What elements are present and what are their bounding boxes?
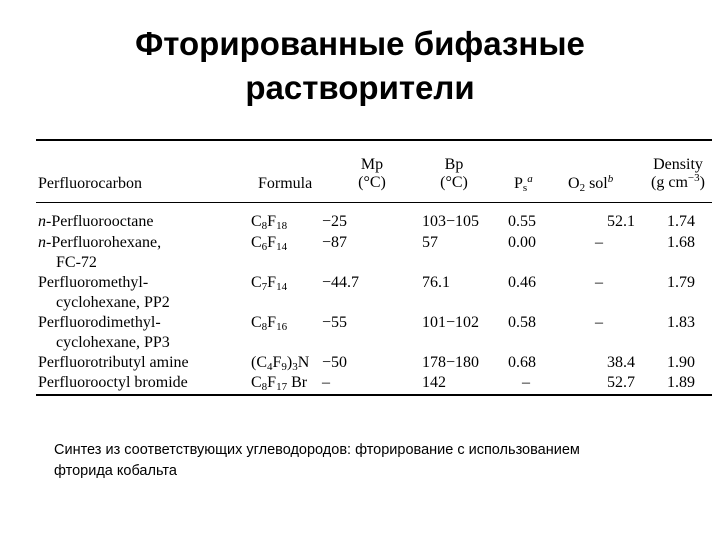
formula-cell [251,274,287,292]
formula-part: F [267,234,277,251]
formula-subscript: 7 [261,281,268,293]
header-density-label: Density [653,156,703,173]
mp-cell: −44.7 [322,274,360,291]
bp-cell: 103−105 [422,213,480,230]
o2-solubility-cell: 52.7 [607,374,635,391]
header-o2-sol [568,175,613,193]
mp-cell: −25 [322,213,348,230]
bp-cell: 142 [422,374,446,391]
formula-part: C [251,374,262,391]
perfluorocarbon-name [38,314,161,332]
name-text: Perfluoromethyl- [38,274,149,291]
header-formula: Formula [258,175,313,192]
header-ps-sub: s [522,182,528,194]
density-cell: 1.74 [667,213,695,230]
density-cell: 1.79 [667,274,695,291]
formula-subscript: 8 [261,381,268,393]
formula-subscript: 14 [276,281,288,293]
header-bp-label: Bp [444,156,464,173]
formula-subscript: 18 [276,220,288,232]
name-text: -Perfluorohexane, [46,234,162,251]
formula-part: N [297,354,310,371]
formula-subscript: 8 [261,220,268,232]
formula-cell [251,213,287,231]
bp-cell: 57 [422,234,438,251]
perfluorocarbon-name-continued: cyclohexane, PP2 [56,294,170,311]
ps-cell: 0.46 [508,274,536,291]
mp-cell: −55 [322,314,348,331]
formula-cell [251,314,287,332]
name-text: Perfluorodimethyl- [38,314,161,331]
perfluorocarbon-name-continued: FC-72 [56,254,97,271]
ps-cell: 0.00 [508,234,536,251]
formula-subscript: 6 [261,241,268,253]
bp-cell: 101−102 [422,314,480,331]
bp-cell: 178−180 [422,354,480,371]
name-text: Perfluorooctyl bromide [38,374,188,391]
ps-cell: 0.68 [508,354,536,371]
perfluorocarbon-name [38,234,161,252]
formula-subscript: 14 [276,241,288,253]
table-bottom-rule [36,394,712,396]
density-cell: 1.68 [667,234,695,251]
formula-part: F [267,213,277,230]
mp-cell: −87 [322,234,348,251]
perfluorocarbon-name-continued: cyclohexane, PP3 [56,334,170,351]
header-density [640,156,716,192]
title-line-2: растворители [245,69,475,106]
header-density-unit [640,174,716,192]
formula-subscript: 4 [267,361,273,373]
o2-solubility-cell: – [595,314,603,331]
mp-cell: −50 [322,354,348,371]
formula-subscript: 16 [276,321,288,333]
formula-part: C [251,213,262,230]
header-mp-unit: (°C) [358,174,386,191]
ps-cell: 0.58 [508,314,536,331]
formula-cell [251,354,309,372]
formula-subscript: 8 [261,321,268,333]
header-ps [514,175,533,193]
table-top-rule [36,139,712,141]
density-cell: 1.83 [667,314,695,331]
name-text: -Perfluorooctane [46,213,154,230]
formula-part: C [251,234,262,251]
header-density-unit-base: (g cm [651,174,688,191]
formula-cell [251,234,287,252]
header-density-unit-exp: −3 [687,172,700,184]
header-o2-label: O [568,175,580,192]
formula-part: C [251,274,262,291]
table-header-rule [36,202,712,203]
o2-solubility-cell: 52.1 [607,213,635,230]
header-bp [425,156,483,192]
header-sol-label: sol [585,175,608,192]
formula-part: ) [286,354,293,371]
slide-title [60,22,660,110]
formula-part: F [267,314,277,331]
name-prefix: n [38,234,46,251]
perfluorocarbon-name [38,274,148,292]
name-text: Perfluorotributyl amine [38,354,189,371]
formula-subscript: 3 [292,361,298,373]
formula-part: F [267,274,277,291]
header-bp-unit: (°C) [440,174,468,191]
perfluorocarbon-name [38,354,189,372]
formula-part: F [272,354,282,371]
header-density-unit-close: ) [699,174,705,191]
o2-solubility-cell: – [595,274,603,291]
slide-note: Синтез из соответствующих углеводородов: фторирование с использованием фторида кобальта [54,442,580,479]
header-perfluorocarbon: Perfluorocarbon [38,175,142,192]
density-cell: 1.90 [667,354,695,371]
formula-part: Br [287,374,308,391]
header-mp [343,156,401,192]
formula-subscript: 9 [281,361,287,373]
density-cell: 1.89 [667,374,695,391]
header-o2-sub: 2 [579,182,586,194]
formula-cell [251,374,307,392]
o2-solubility-cell: 38.4 [607,354,635,371]
header-ps-sup: a [527,173,533,185]
bp-cell: 76.1 [422,274,450,291]
o2-solubility-cell: – [595,234,603,251]
header-ps-label: P [514,175,523,192]
perfluorocarbon-name [38,213,154,231]
header-mp-label: Mp [360,156,384,173]
formula-part: (C [251,354,267,371]
ps-cell: – [522,374,530,391]
formula-part: F [267,374,277,391]
formula-subscript: 17 [276,381,288,393]
ps-cell: 0.55 [508,213,536,230]
mp-cell: – [322,374,330,391]
formula-part: C [251,314,262,331]
title-line-1: Фторированные бифазные [135,25,585,62]
header-o2-sup: b [607,173,614,185]
name-prefix: n [38,213,46,230]
perfluorocarbon-name [38,374,188,392]
